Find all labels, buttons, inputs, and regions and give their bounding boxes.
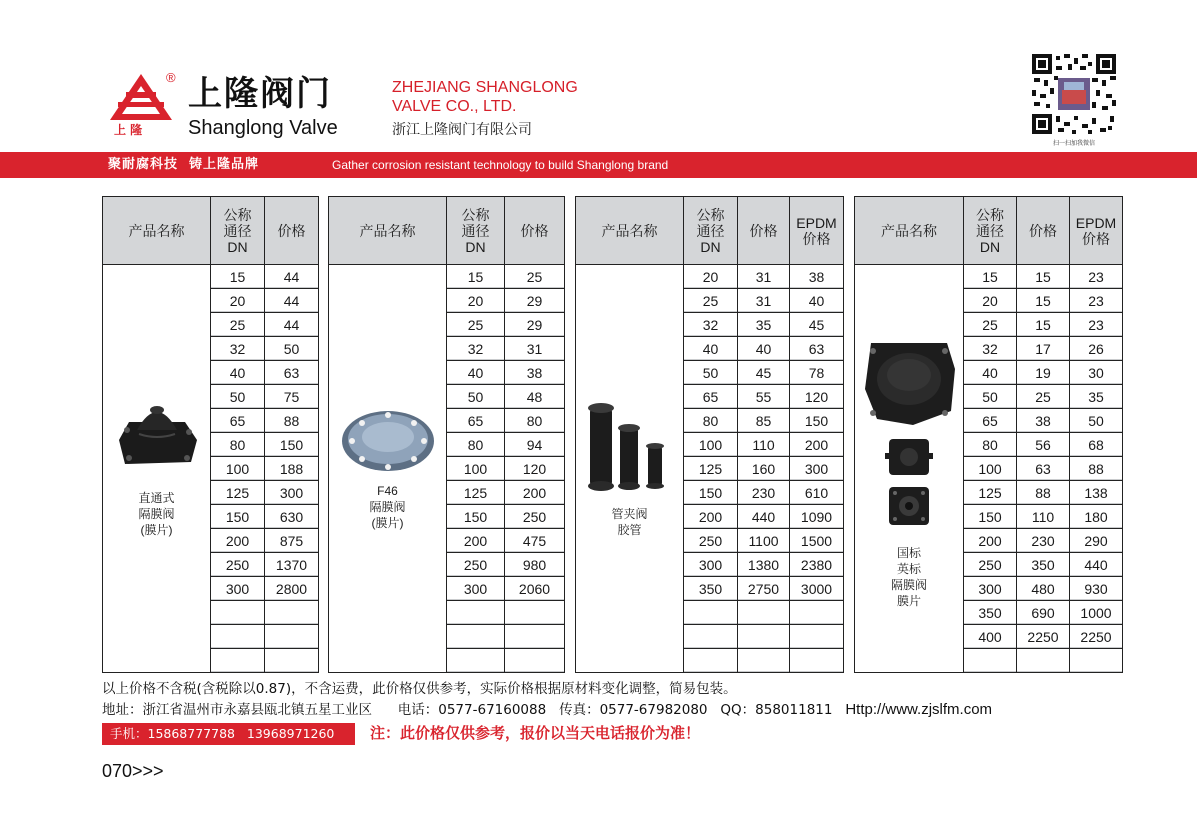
dn-cell: 250: [964, 553, 1017, 577]
epdm-price-cell: 300: [790, 457, 844, 481]
header-price: 价格: [738, 197, 790, 265]
price-cell: [1017, 649, 1070, 673]
price-cell: 15: [1017, 265, 1070, 289]
price-cell: [505, 649, 565, 673]
header-price: 价格: [265, 197, 319, 265]
price-cell: 44: [265, 289, 319, 313]
epdm-price-cell: 2250: [1070, 625, 1123, 649]
dn-cell: 15: [964, 265, 1017, 289]
price-cell: 110: [1017, 505, 1070, 529]
price-cell: 230: [1017, 529, 1070, 553]
dn-cell: 125: [447, 481, 505, 505]
header-price: 价格: [1017, 197, 1070, 265]
dn-cell: 50: [447, 385, 505, 409]
slogan-en: Gather corrosion resistant technology to build Shanglong brand: [332, 158, 669, 172]
price-cell: [265, 625, 319, 649]
price-cell: 17: [1017, 337, 1070, 361]
dn-cell: 40: [684, 337, 738, 361]
price-cell: 63: [1017, 457, 1070, 481]
header-product-name: 产品名称: [855, 197, 964, 265]
price-cell: 45: [738, 361, 790, 385]
epdm-price-cell: [1070, 649, 1123, 673]
product-name-line: F46: [377, 483, 398, 498]
price-cell: [738, 625, 790, 649]
header-dn: 公称 通径 DN: [211, 197, 265, 265]
dn-cell: 100: [684, 433, 738, 457]
epdm-price-cell: 30: [1070, 361, 1123, 385]
dn-cell: 400: [964, 625, 1017, 649]
price-cell: 25: [505, 265, 565, 289]
price-cell: 120: [505, 457, 565, 481]
dn-cell: 350: [964, 601, 1017, 625]
price-cell: 2250: [1017, 625, 1070, 649]
price-cell: 188: [265, 457, 319, 481]
dn-cell: 32: [684, 313, 738, 337]
company-name-en-line1: ZHEJIANG SHANGLONG: [392, 79, 578, 96]
product-name-cell: [576, 265, 684, 673]
price-cell: 44: [265, 265, 319, 289]
dn-cell: 250: [684, 529, 738, 553]
price-cell: 690: [1017, 601, 1070, 625]
epdm-price-cell: 23: [1070, 265, 1123, 289]
price-cell: 475: [505, 529, 565, 553]
dn-cell: 15: [211, 265, 265, 289]
qr-code-icon[interactable]: [1030, 52, 1118, 136]
price-cell: 48: [505, 385, 565, 409]
epdm-price-cell: 50: [1070, 409, 1123, 433]
mobile-text: 手机：15868777788 13968971260: [110, 726, 335, 741]
dn-cell: 20: [211, 289, 265, 313]
straight-diaphragm-icon: [109, 400, 205, 480]
standard-diaphragm-icon: [859, 329, 959, 535]
dn-cell: 25: [964, 313, 1017, 337]
price-cell: 150: [265, 433, 319, 457]
price-cell: [265, 601, 319, 625]
price-cell: 19: [1017, 361, 1070, 385]
price-cell: 29: [505, 313, 565, 337]
epdm-price-cell: 23: [1070, 289, 1123, 313]
epdm-price-cell: 1090: [790, 505, 844, 529]
dn-cell: 350: [684, 577, 738, 601]
product-name-line: 直通式: [138, 490, 175, 505]
dn-cell: 100: [211, 457, 265, 481]
product-name-line: (膜片): [140, 522, 173, 537]
phone-text: 电话：0577-67160088: [397, 702, 547, 718]
company-name-cn: 浙江上隆阀门有限公司: [392, 122, 532, 138]
dn-cell: 50: [964, 385, 1017, 409]
price-cell: 630: [265, 505, 319, 529]
epdm-price-cell: 78: [790, 361, 844, 385]
price-cell: 44: [265, 313, 319, 337]
price-disclaimer: 以上价格不含税(含税除以0.87)，不含运费，此价格仅供参考，实际价格根据原材料变化调整，简易包装。: [102, 681, 737, 697]
price-cell: [505, 601, 565, 625]
price-cell: [738, 601, 790, 625]
product-name-line: 管夹阀: [611, 506, 648, 521]
price-cell: 875: [265, 529, 319, 553]
epdm-price-cell: 440: [1070, 553, 1123, 577]
dn-cell: 15: [447, 265, 505, 289]
price-cell: 160: [738, 457, 790, 481]
dn-cell: 150: [447, 505, 505, 529]
epdm-price-cell: 68: [1070, 433, 1123, 457]
product-name-cell: [855, 265, 964, 673]
dn-cell: 65: [447, 409, 505, 433]
price-cell: 15: [1017, 289, 1070, 313]
price-cell: 29: [505, 289, 565, 313]
price-cell: 40: [738, 337, 790, 361]
dn-cell: [964, 649, 1017, 673]
epdm-price-cell: 88: [1070, 457, 1123, 481]
dn-cell: 250: [211, 553, 265, 577]
dn-cell: 300: [684, 553, 738, 577]
qq-text: QQ：858011811: [720, 702, 833, 718]
contact-line: [102, 701, 992, 719]
price-cell: 35: [738, 313, 790, 337]
brand-name-cn: 上隆阀门: [188, 74, 332, 114]
epdm-price-cell: 290: [1070, 529, 1123, 553]
product-name-line: 隔膜阀: [138, 506, 175, 521]
price-reference-note: 注：此价格仅供参考，报价以当天电话报价为准！: [370, 724, 701, 742]
page-number: 070>>>: [102, 761, 164, 781]
header-product-name: 产品名称: [576, 197, 684, 265]
dn-cell: 65: [684, 385, 738, 409]
price-cell: 1370: [265, 553, 319, 577]
price-cell: 2750: [738, 577, 790, 601]
epdm-price-cell: 1000: [1070, 601, 1123, 625]
registered-mark-icon: ®: [166, 70, 176, 85]
dn-cell: 150: [211, 505, 265, 529]
price-cell: 350: [1017, 553, 1070, 577]
epdm-price-cell: [790, 601, 844, 625]
price-cell: 980: [505, 553, 565, 577]
price-cell: 200: [505, 481, 565, 505]
dn-cell: 80: [964, 433, 1017, 457]
header-product-name: 产品名称: [329, 197, 447, 265]
price-table-standard-diaphragm: [854, 196, 1123, 673]
dn-cell: 40: [964, 361, 1017, 385]
table-row: [855, 265, 1123, 289]
header-dn: 公称 通径 DN: [964, 197, 1017, 265]
dn-cell: [447, 625, 505, 649]
dn-cell: 20: [447, 289, 505, 313]
dn-cell: 200: [684, 505, 738, 529]
dn-cell: 80: [684, 409, 738, 433]
epdm-price-cell: 35: [1070, 385, 1123, 409]
header-epdm-price: EPDM 价格: [790, 197, 844, 265]
dn-cell: 32: [447, 337, 505, 361]
dn-cell: 100: [964, 457, 1017, 481]
dn-cell: 300: [964, 577, 1017, 601]
price-cell: 63: [265, 361, 319, 385]
epdm-price-cell: 38: [790, 265, 844, 289]
price-cell: 55: [738, 385, 790, 409]
dn-cell: 200: [964, 529, 1017, 553]
price-table-straight-diaphragm: [102, 196, 319, 673]
table-row: [329, 265, 565, 289]
dn-cell: 150: [684, 481, 738, 505]
price-cell: 230: [738, 481, 790, 505]
product-name-line: 英标: [896, 561, 921, 576]
epdm-price-cell: [790, 649, 844, 673]
epdm-price-cell: 200: [790, 433, 844, 457]
dn-cell: 125: [964, 481, 1017, 505]
price-cell: 250: [505, 505, 565, 529]
price-cell: [505, 625, 565, 649]
price-cell: 88: [1017, 481, 1070, 505]
dn-cell: 200: [447, 529, 505, 553]
product-name-cell: [329, 265, 447, 673]
epdm-price-cell: 23: [1070, 313, 1123, 337]
dn-cell: 65: [964, 409, 1017, 433]
dn-cell: [684, 601, 738, 625]
price-cell: 31: [738, 265, 790, 289]
price-cell: 25: [1017, 385, 1070, 409]
dn-cell: [684, 649, 738, 673]
header-price: 价格: [505, 197, 565, 265]
dn-cell: 125: [211, 481, 265, 505]
price-cell: [738, 649, 790, 673]
product-name-line: 隔膜阀: [369, 499, 406, 514]
dn-cell: 25: [684, 289, 738, 313]
epdm-price-cell: [790, 625, 844, 649]
epdm-price-cell: 26: [1070, 337, 1123, 361]
price-table-f46-diaphragm: [328, 196, 565, 673]
dn-cell: 125: [684, 457, 738, 481]
dn-cell: [447, 601, 505, 625]
dn-cell: 40: [211, 361, 265, 385]
price-cell: 1100: [738, 529, 790, 553]
dn-cell: 40: [447, 361, 505, 385]
dn-cell: 20: [964, 289, 1017, 313]
product-name-line: 膜片: [896, 593, 921, 608]
price-cell: 80: [505, 409, 565, 433]
epdm-price-cell: 610: [790, 481, 844, 505]
price-cell: 31: [505, 337, 565, 361]
price-cell: 1380: [738, 553, 790, 577]
qr-caption: 扫一扫加我微信: [1052, 140, 1095, 147]
logo-text: 上 隆: [114, 123, 143, 137]
dn-cell: 200: [211, 529, 265, 553]
price-cell: [265, 649, 319, 673]
epdm-price-cell: 2380: [790, 553, 844, 577]
epdm-price-cell: 150: [790, 409, 844, 433]
dn-cell: [684, 625, 738, 649]
dn-cell: [211, 625, 265, 649]
price-cell: 440: [738, 505, 790, 529]
epdm-price-cell: 1500: [790, 529, 844, 553]
epdm-price-cell: 930: [1070, 577, 1123, 601]
epdm-price-cell: 40: [790, 289, 844, 313]
dn-cell: 100: [447, 457, 505, 481]
product-name-line: 隔膜阀: [890, 577, 927, 592]
header-epdm-price: EPDM 价格: [1070, 197, 1123, 265]
price-cell: 88: [265, 409, 319, 433]
price-cell: 38: [505, 361, 565, 385]
dn-cell: 300: [447, 577, 505, 601]
pinch-valve-sleeve-icon: [580, 400, 680, 496]
address-text: 地址：浙江省温州市永嘉县瓯北镇五星工业区: [102, 702, 372, 718]
price-table-pinch-valve-sleeve: [575, 196, 844, 673]
dn-cell: 250: [447, 553, 505, 577]
product-name-line: 国标: [896, 545, 921, 560]
dn-cell: [211, 601, 265, 625]
company-logo: [108, 72, 174, 138]
dn-cell: 80: [447, 433, 505, 457]
price-cell: 2060: [505, 577, 565, 601]
f46-diaphragm-icon: [338, 407, 438, 473]
dn-cell: 25: [211, 313, 265, 337]
epdm-price-cell: 180: [1070, 505, 1123, 529]
website-link[interactable]: Http://www.zjslfm.com: [845, 701, 993, 718]
dn-cell: 65: [211, 409, 265, 433]
price-cell: 15: [1017, 313, 1070, 337]
table-row: [103, 265, 319, 289]
price-cell: 300: [265, 481, 319, 505]
dn-cell: [447, 649, 505, 673]
dn-cell: 20: [684, 265, 738, 289]
header-dn: 公称 通径 DN: [684, 197, 738, 265]
fax-text: 传真：0577-67982080: [559, 702, 708, 718]
price-cell: 56: [1017, 433, 1070, 457]
price-cell: 110: [738, 433, 790, 457]
dn-cell: 25: [447, 313, 505, 337]
epdm-price-cell: 120: [790, 385, 844, 409]
price-cell: 85: [738, 409, 790, 433]
company-name-en-line2: VALVE CO., LTD.: [392, 98, 517, 115]
header-product-name: 产品名称: [103, 197, 211, 265]
epdm-price-cell: 138: [1070, 481, 1123, 505]
dn-cell: 150: [964, 505, 1017, 529]
dn-cell: 300: [211, 577, 265, 601]
epdm-price-cell: 63: [790, 337, 844, 361]
dn-cell: 80: [211, 433, 265, 457]
price-cell: 94: [505, 433, 565, 457]
price-cell: 75: [265, 385, 319, 409]
price-cell: 480: [1017, 577, 1070, 601]
dn-cell: 32: [964, 337, 1017, 361]
product-name-line: (膜片): [371, 515, 404, 530]
dn-cell: 32: [211, 337, 265, 361]
epdm-price-cell: 45: [790, 313, 844, 337]
price-cell: 31: [738, 289, 790, 313]
slogan-cn: 聚耐腐科技 铸上隆品牌: [108, 157, 260, 172]
dn-cell: [211, 649, 265, 673]
epdm-price-cell: 3000: [790, 577, 844, 601]
price-cell: 38: [1017, 409, 1070, 433]
price-cell: 2800: [265, 577, 319, 601]
dn-cell: 50: [211, 385, 265, 409]
brand-name-en: Shanglong Valve: [188, 117, 338, 139]
price-cell: 50: [265, 337, 319, 361]
dn-cell: 50: [684, 361, 738, 385]
header-dn: 公称 通径 DN: [447, 197, 505, 265]
product-name-cell: [103, 265, 211, 673]
product-name-line: 胶管: [617, 522, 642, 537]
table-row: [576, 265, 844, 289]
